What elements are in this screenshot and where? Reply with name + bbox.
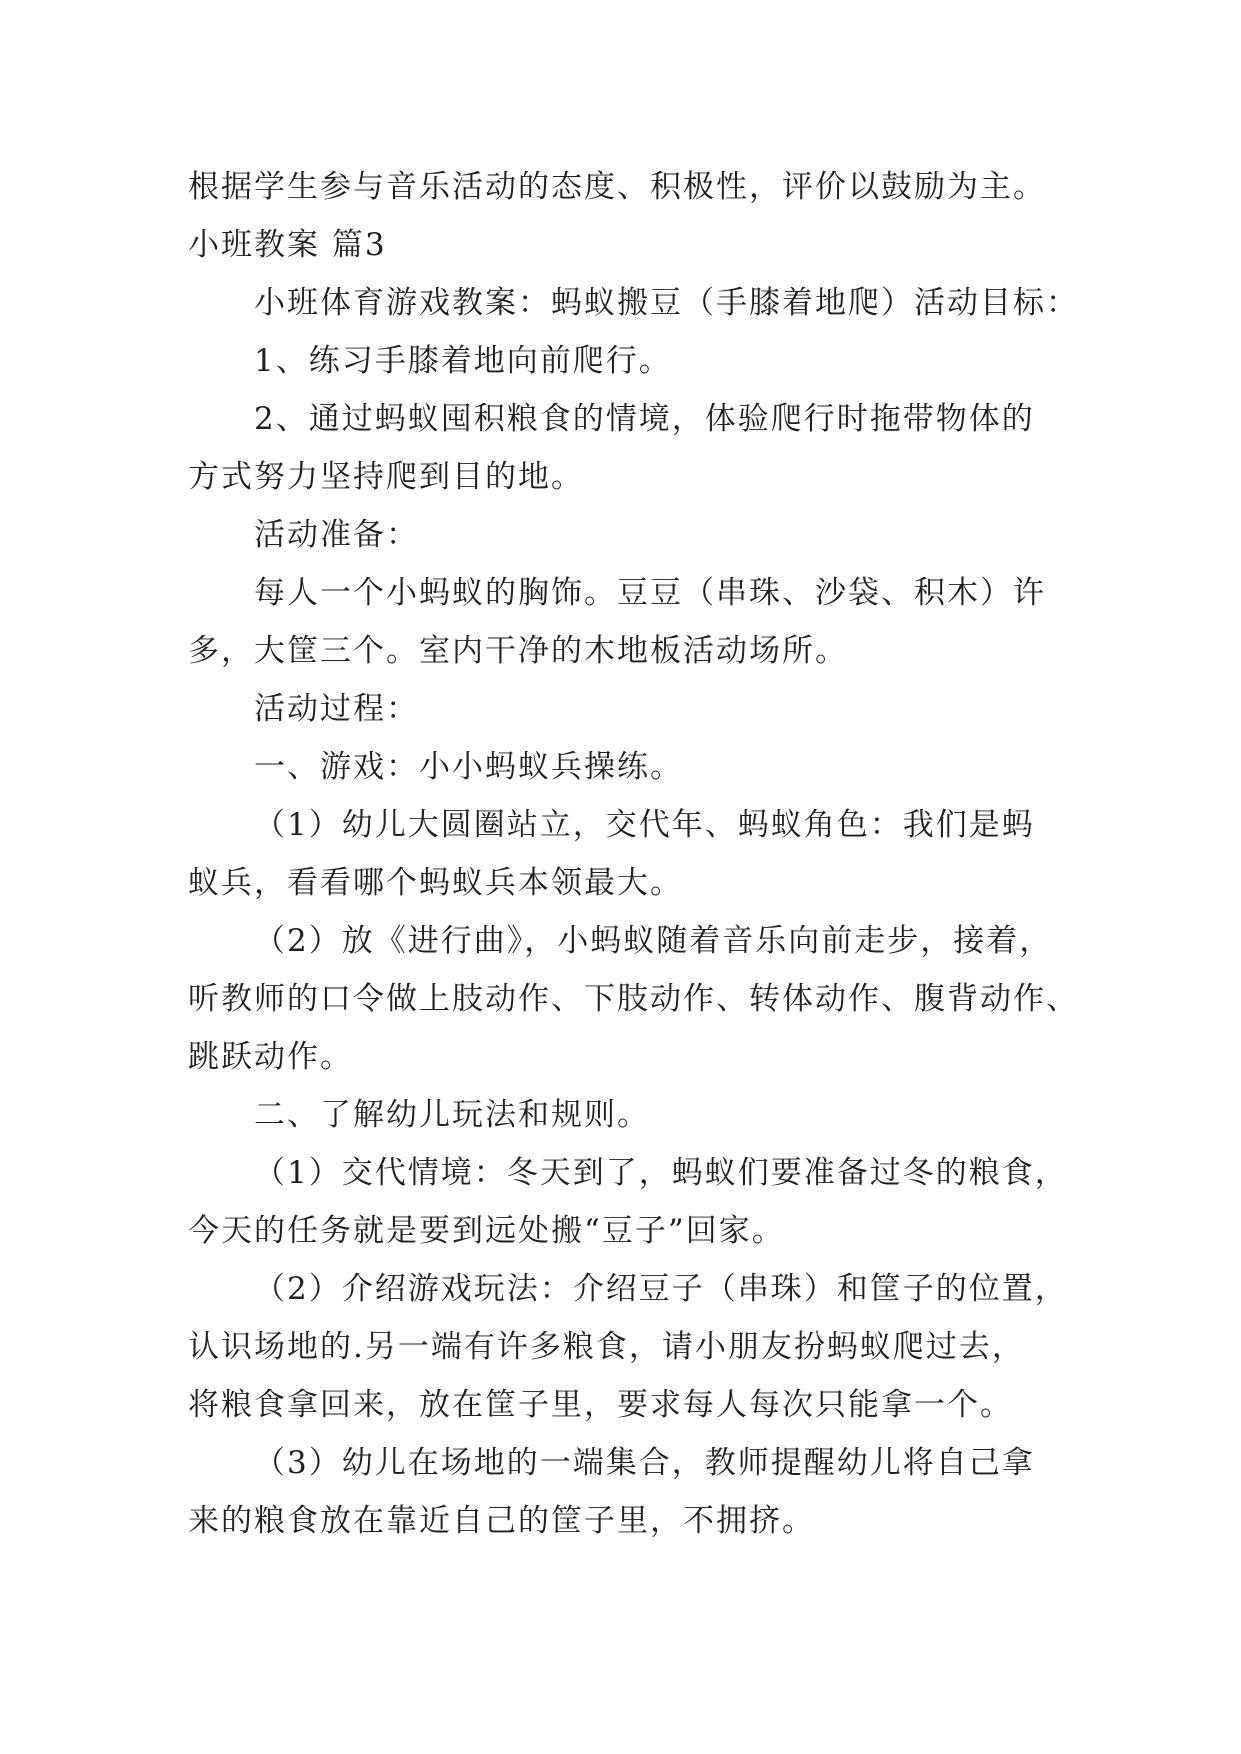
paragraph-line: 跳跃动作。 bbox=[188, 1039, 353, 1075]
goal-item: 2、通过蚂蚁囤积粮食的情境，体验爬行时拖带物体的 bbox=[254, 401, 1035, 437]
section-heading: 小班教案 篇3 bbox=[188, 227, 387, 263]
step-item: （3）幼儿在场地的一端集合，教师提醒幼儿将自己拿 bbox=[254, 1445, 1035, 1481]
paragraph-line: 根据学生参与音乐活动的态度、积极性，评价以鼓励为主。 bbox=[188, 169, 1046, 205]
lesson-title: 小班体育游戏教案：蚂蚁搬豆（手膝着地爬）活动目标： bbox=[254, 285, 1079, 321]
paragraph-line: 方式努力坚持爬到目的地。 bbox=[188, 459, 584, 495]
paragraph-line: 每人一个小蚂蚁的胸饰。豆豆（串珠、沙袋、积木）许 bbox=[254, 575, 1046, 611]
paragraph-line: 多，大筐三个。室内干净的木地板活动场所。 bbox=[188, 633, 848, 669]
step-item: （2）介绍游戏玩法：介绍豆子（串珠）和筐子的位置， bbox=[254, 1271, 1068, 1307]
step-heading: 一、游戏：小小蚂蚁兵操练。 bbox=[254, 749, 683, 785]
paragraph-line: 认识场地的.另一端有许多粮食，请小朋友扮蚂蚁爬过去， bbox=[188, 1329, 1025, 1365]
subheading: 活动过程： bbox=[254, 691, 419, 727]
paragraph-line: 今天的任务就是要到远处搬“豆子”回家。 bbox=[188, 1213, 785, 1249]
paragraph-line: 将粮食拿回来，放在筐子里，要求每人每次只能拿一个。 bbox=[188, 1387, 1013, 1423]
goal-item: 1、练习手膝着地向前爬行。 bbox=[254, 343, 672, 379]
step-item: （2）放《进行曲》，小蚂蚁随着音乐向前走步，接着， bbox=[254, 923, 1053, 959]
step-heading: 二、了解幼儿玩法和规则。 bbox=[254, 1097, 650, 1133]
step-item: （1）幼儿大圆圈站立，交代年、蚂蚁角色：我们是蚂 bbox=[254, 807, 1035, 843]
paragraph-line: 蚁兵，看看哪个蚂蚁兵本领最大。 bbox=[188, 865, 683, 901]
subheading: 活动准备： bbox=[254, 517, 419, 553]
document-page bbox=[188, 158, 1079, 1550]
paragraph-line: 来的粮食放在靠近自己的筐子里，不拥挤。 bbox=[188, 1503, 815, 1539]
paragraph-line: 听教师的口令做上肢动作、下肢动作、转体动作、腹背动作、 bbox=[188, 981, 1079, 1017]
step-item: （1）交代情境：冬天到了，蚂蚁们要准备过冬的粮食， bbox=[254, 1155, 1068, 1191]
